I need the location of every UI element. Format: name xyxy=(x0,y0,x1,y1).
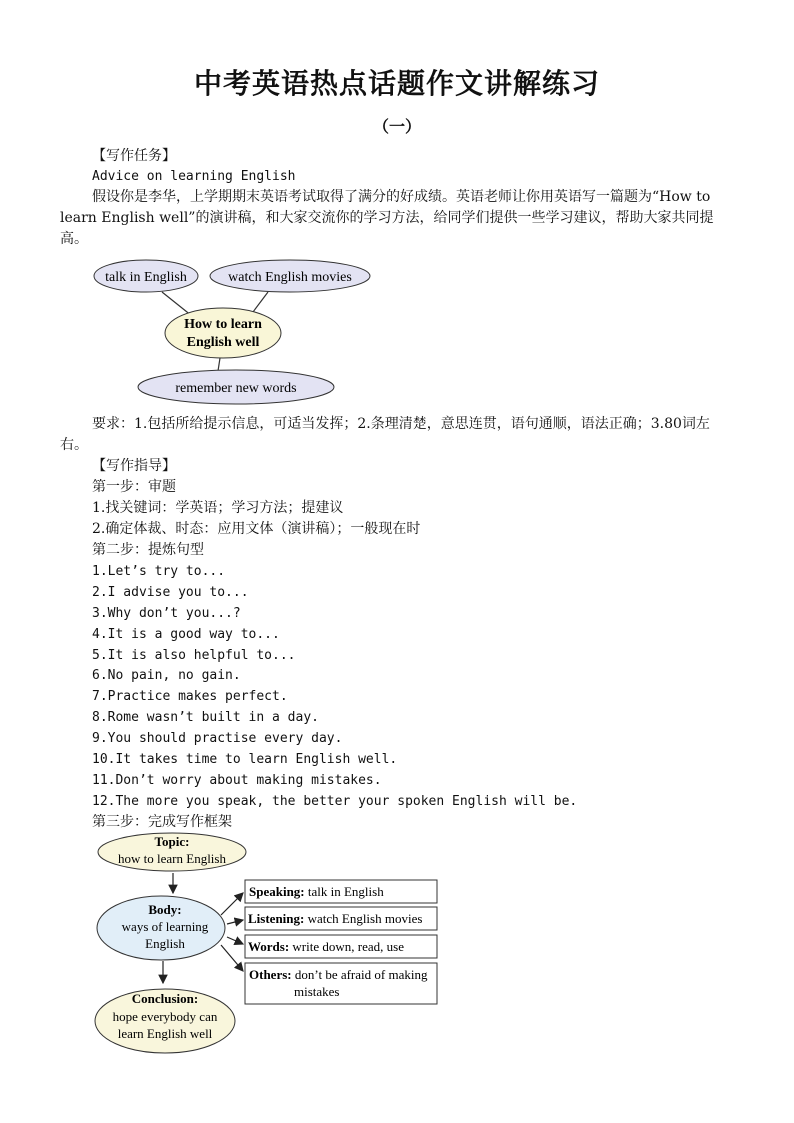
box-text: talk in English xyxy=(304,884,384,899)
sentence-pattern: 8.Rome wasn’t built in a day. xyxy=(92,710,319,725)
page-title: 中考英语热点话题作文讲解练习 xyxy=(193,67,600,100)
framework-conclusion-title: Conclusion: xyxy=(131,991,199,1006)
sentence-pattern: 9.You should practise every day. xyxy=(92,731,343,746)
sentence-pattern: 2.I advise you to... xyxy=(92,585,249,600)
mindmap-center-node xyxy=(165,308,281,358)
framework-box-listening-text xyxy=(248,911,422,926)
framework-body-line1: ways of learning xyxy=(121,919,209,934)
framework-body-line2: English xyxy=(145,936,185,951)
mindmap-node-words-label: remember new words xyxy=(175,381,297,396)
box-label: Others: xyxy=(249,967,292,982)
mindmap-node-talk-label: talk in English xyxy=(105,270,187,285)
task-heading: 【写作任务】 xyxy=(92,148,176,164)
framework-topic-title: Topic: xyxy=(154,834,190,849)
sentence-pattern: 12.The more you speak, the better your spoken English will be. xyxy=(92,794,578,809)
box-label: Listening: xyxy=(248,911,305,926)
task-requirements: 要求：1.包括所给提示信息，可适当发挥；2.条理清楚，意思连贯，语句通顺，语法正确；3.80词左右。 xyxy=(60,416,710,453)
step1-heading: 第一步：审题 xyxy=(92,479,176,495)
framework-topic-text: how to learn English xyxy=(118,851,226,866)
sentence-pattern: 6.No pain, no gain. xyxy=(92,668,241,683)
framework-diagram xyxy=(95,833,445,1058)
sentence-pattern: 11.Don’t worry about making mistakes. xyxy=(92,773,382,788)
framework-conclusion-line1: hope everybody can xyxy=(112,1009,218,1024)
branch-arrow-speaking xyxy=(221,893,243,915)
sentence-pattern: 4.It is a good way to... xyxy=(92,627,280,642)
step3-heading: 第三步：完成写作框架 xyxy=(92,814,232,830)
sentence-pattern: 3.Why don’t you...? xyxy=(92,606,241,621)
box-text: write down, read, use xyxy=(289,939,404,954)
branch-arrow-others xyxy=(221,945,243,971)
framework-box-speaking-text xyxy=(249,884,384,899)
framework-box-others-text xyxy=(249,967,428,982)
step1-item: 1.找关键词：学英语；学习方法；提建议 xyxy=(92,500,344,516)
box-text: watch English movies xyxy=(304,911,423,926)
mindmap-connector xyxy=(162,292,192,316)
guide-heading: 【写作指导】 xyxy=(92,458,176,474)
branch-arrow-listening xyxy=(227,920,243,924)
framework-conclusion-line2: learn English well xyxy=(117,1026,213,1041)
box-label: Words: xyxy=(248,939,290,954)
sentence-pattern: 1.Let’s try to... xyxy=(92,564,226,579)
mindmap-connector xyxy=(218,358,220,371)
sentence-pattern: 7.Practice makes perfect. xyxy=(92,689,288,704)
framework-box-others-text2: mistakes xyxy=(294,984,340,999)
framework-body-title: Body: xyxy=(148,902,182,917)
box-text: don’t be afraid of making xyxy=(291,967,428,982)
branch-arrow-words xyxy=(227,937,243,944)
sentence-pattern: 5.It is also helpful to... xyxy=(92,648,296,663)
framework-box-words-text xyxy=(248,939,404,954)
mindmap-diagram xyxy=(90,256,352,411)
mindmap-center-line1: How to learn xyxy=(184,317,262,332)
sentence-pattern: 10.It takes time to learn English well. xyxy=(92,752,398,767)
step2-heading: 第二步：提炼句型 xyxy=(92,542,204,558)
step1-item: 2.确定体裁、时态：应用文体（演讲稿）；一般现在时 xyxy=(92,521,421,537)
page-subtitle: （一） xyxy=(372,117,421,136)
mindmap-center-line2: English well xyxy=(186,335,260,350)
box-label: Speaking: xyxy=(249,884,305,899)
task-topic: Advice on learning English xyxy=(92,169,296,184)
task-description: 假设你是李华，上学期期末英语考试取得了满分的好成绩。英语老师让你用英语写一篇题为“How to learn English well”的演讲稿，和大家交流你的学习方法，给同学们提供一些学习建议，帮助大家共同提高。 xyxy=(60,189,714,247)
mindmap-node-movies-label: watch English movies xyxy=(228,270,352,285)
